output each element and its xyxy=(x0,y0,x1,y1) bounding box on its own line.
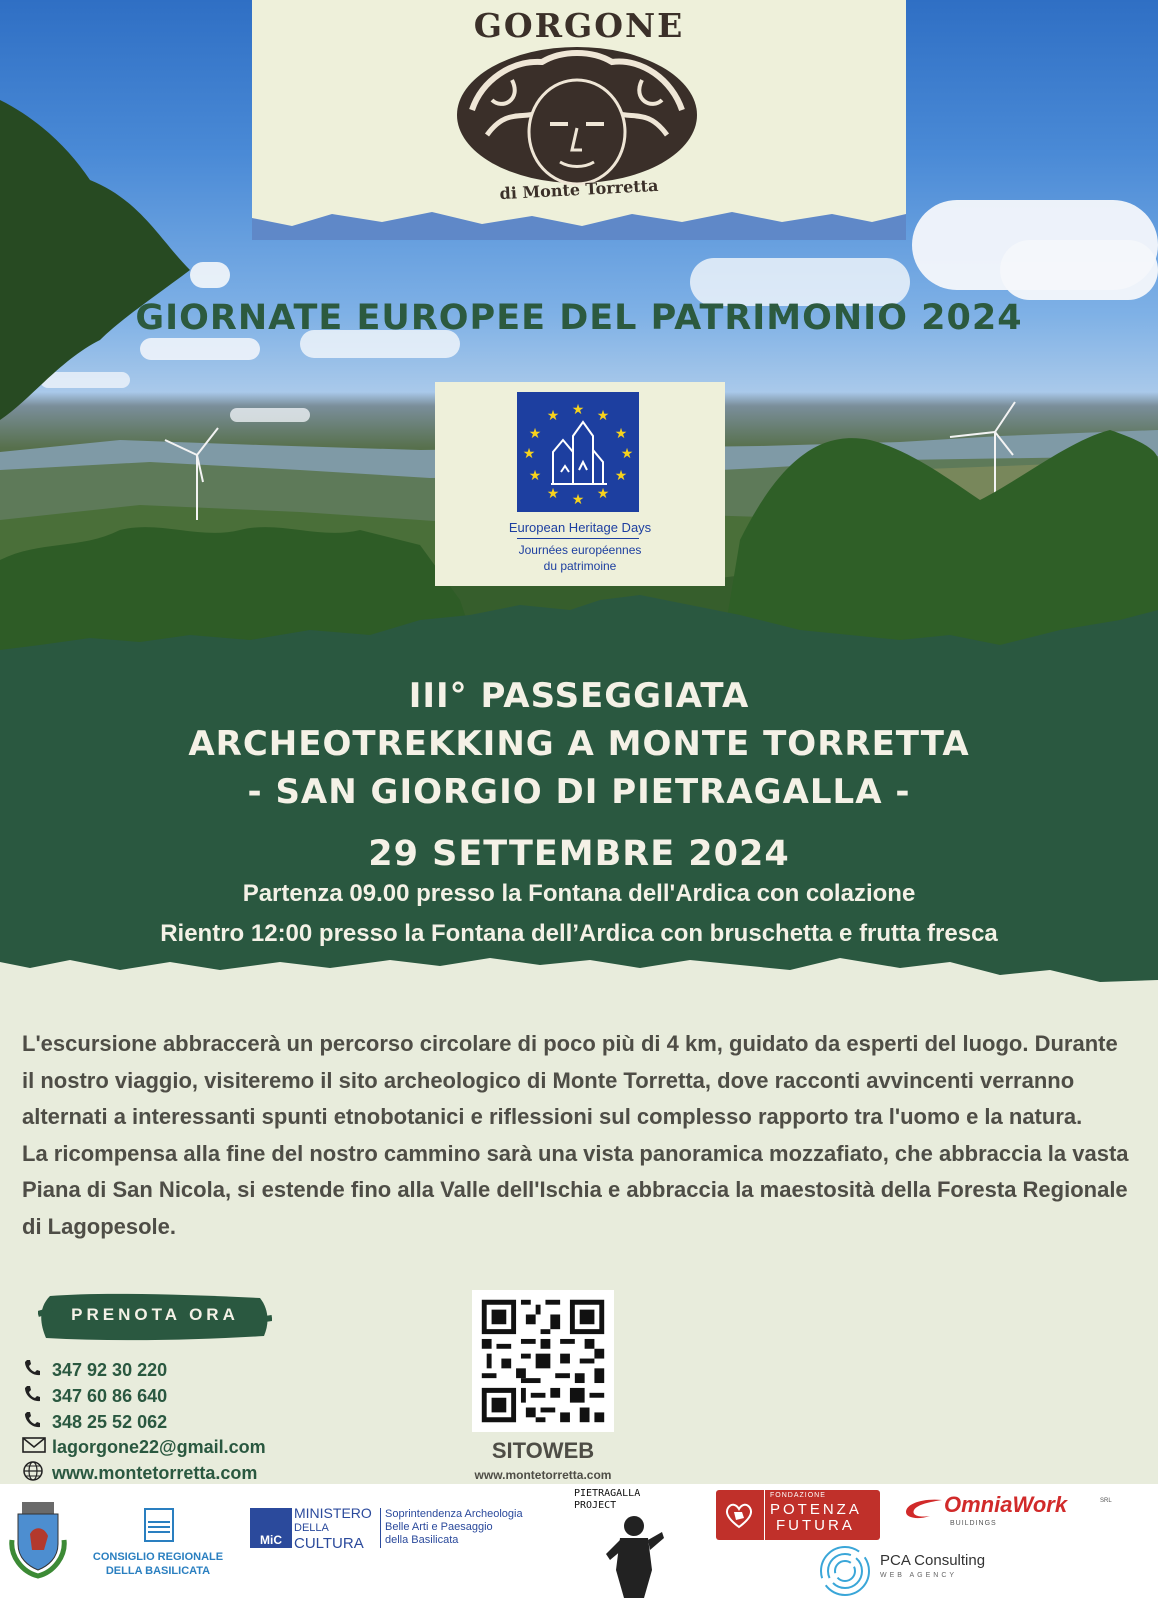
potenza-futura-logo: FONDAZIONE POTENZA FUTURA xyxy=(716,1490,880,1540)
ehd-label-fr-2: du patrimoine xyxy=(543,559,617,573)
phone-1[interactable]: 347 92 30 220 xyxy=(22,1358,167,1380)
globe-icon xyxy=(22,1460,46,1487)
swoosh-icon xyxy=(902,1496,946,1522)
email-link[interactable]: lagorgone22@gmail.com xyxy=(22,1436,266,1458)
qr-code[interactable] xyxy=(472,1290,614,1432)
description-paragraph: L'escursione abbraccerà un percorso circolare di poco più di 4 km, guidato da esperti del luogo. Durante il nostro viaggio, visiteremo il sito archeologico di Monte Torretta, dove racconti avvincenti verranno alternati a interessanti spunti etnobotanici e riflessioni sul complesso rapporto tra l'uomo e la natura. xyxy=(22,1031,1118,1130)
event-departure: Partenza 09.00 presso la Fontana dell'Ardica con colazione xyxy=(242,880,916,907)
mic-logo-icon: MiC xyxy=(250,1508,292,1548)
svg-text:★: ★ xyxy=(528,426,542,442)
municipality-crest-icon xyxy=(8,1500,68,1580)
prenota-label: PRENOTA ORA xyxy=(71,1305,239,1324)
qr-label: SITOWEB xyxy=(491,1438,595,1463)
event-title-line3: - SAN GIORGIO DI PIETRAGALLA - xyxy=(247,772,911,812)
omniawork-srl: SRL xyxy=(1100,1498,1112,1504)
pietragalla-label: PIETRAGALLA PROJECT xyxy=(574,1488,641,1511)
pca-sublabel: WEB AGENCY xyxy=(880,1572,958,1579)
phone-3[interactable]: 348 25 52 062 xyxy=(22,1410,167,1432)
phone-icon xyxy=(22,1358,46,1383)
warrior-statue-icon xyxy=(600,1510,666,1598)
pca-label: PCA Consulting xyxy=(880,1552,986,1569)
qr-url[interactable]: www.montetorretta.com xyxy=(474,1468,612,1482)
svg-text:★: ★ xyxy=(614,426,628,442)
svg-text:★: ★ xyxy=(571,492,585,508)
gorgon-head-icon xyxy=(452,40,702,190)
ehd-label-fr-1: Journées européennes xyxy=(518,543,642,557)
event-title-line1: III° PASSEGGIATA xyxy=(408,676,750,716)
svg-text:★: ★ xyxy=(546,408,560,424)
ministero-label: MINISTERO DELLA CULTURA xyxy=(294,1505,372,1552)
prenota-button[interactable] xyxy=(38,1290,272,1344)
svg-text:★: ★ xyxy=(596,408,610,424)
event-return: Rientro 12:00 presso la Fontana dell’Ardica con bruschetta e frutta fresca xyxy=(160,920,998,947)
phone-icon xyxy=(22,1410,46,1435)
svg-text:★: ★ xyxy=(546,486,560,502)
logo-title: GORGONE xyxy=(473,6,685,45)
sponsors-footer xyxy=(0,1484,1158,1600)
gorgone-logo-banner xyxy=(252,0,906,236)
divider xyxy=(380,1508,381,1548)
website-link[interactable]: www.montetorretta.com xyxy=(22,1460,257,1482)
svg-text:★: ★ xyxy=(614,468,628,484)
pca-spiral-icon xyxy=(818,1544,872,1598)
svg-text:★: ★ xyxy=(571,402,585,418)
event-description xyxy=(22,1026,1132,1246)
ehd-label-en: European Heritage Days xyxy=(508,520,652,535)
eu-flag-icon xyxy=(517,392,639,512)
soprintendenza-label: Soprintendenza Archeologia Belle Arti e Paesaggio della Basilicata xyxy=(385,1508,523,1546)
omniawork-logo: OmniaWork xyxy=(944,1492,1068,1517)
description-paragraph: La ricompensa alla fine del nostro cammino sarà una vista panoramica mozzafiato, che abbraccia la vasta Piana di San Nicola, si estende fino alla Valle dell'Ischia e abbraccia la maestosità della Foresta Regionale di Lagopesole. xyxy=(22,1140,1129,1239)
svg-text:★: ★ xyxy=(620,446,634,462)
svg-text:★: ★ xyxy=(528,468,542,484)
event-date: 29 SETTEMBRE 2024 xyxy=(368,834,790,874)
phone-2[interactable]: 347 60 86 640 xyxy=(22,1384,167,1406)
heart-lion-icon xyxy=(724,1500,754,1530)
regional-council-icon xyxy=(144,1508,174,1542)
phone-icon xyxy=(22,1384,46,1409)
svg-text:★: ★ xyxy=(596,486,610,502)
omniawork-buildings: BUILDINGS xyxy=(950,1520,997,1527)
divider xyxy=(517,538,639,539)
heritage-heading: GIORNATE EUROPEE DEL PATRIMONIO 2024 xyxy=(135,298,1023,338)
svg-text:★: ★ xyxy=(522,446,536,462)
consiglio-label: CONSIGLIO REGIONALE DELLA BASILICATA xyxy=(92,1551,224,1577)
logo-subtitle: di Monte Torretta xyxy=(499,175,659,204)
mail-icon xyxy=(22,1436,46,1459)
european-heritage-badge xyxy=(435,382,725,586)
event-title-line2: ARCHEOTREKKING A MONTE TORRETTA xyxy=(188,724,970,764)
